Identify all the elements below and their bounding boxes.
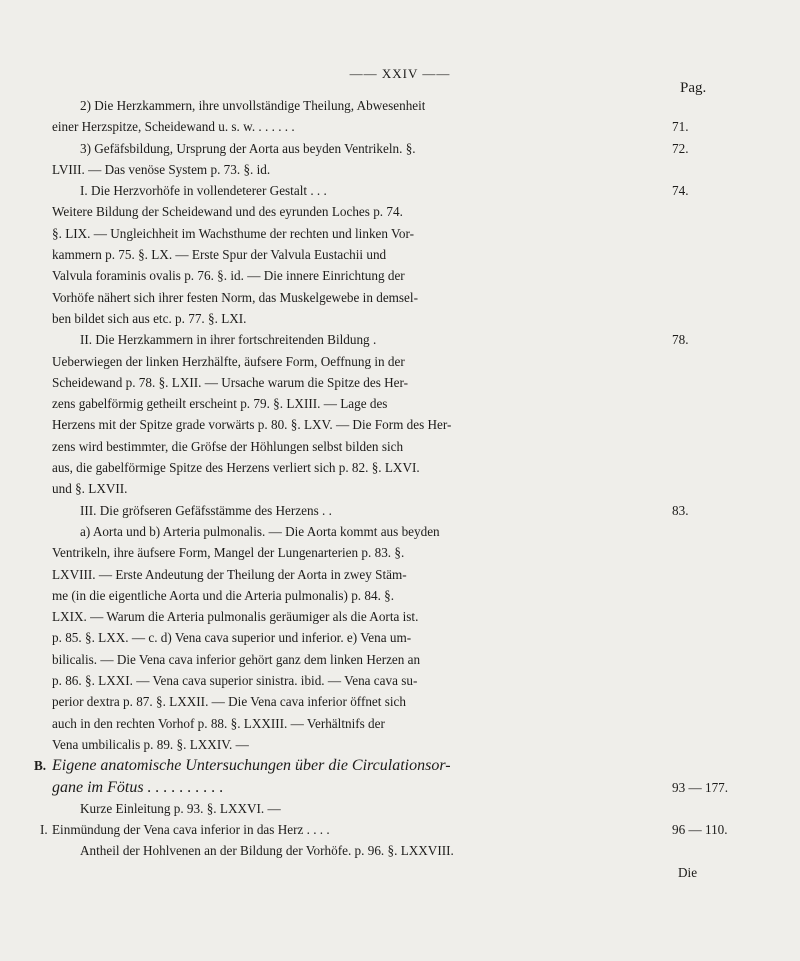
toc-line-text: III. Die gröfseren Gefäfsstämme des Herzens . . — [80, 502, 332, 518]
toc-line-text: Weitere Bildung der Scheidewand und des eyrunden Loches p. 74. — [52, 204, 403, 220]
toc-line-text: und §. LXVII. — [52, 481, 128, 497]
toc-line — [52, 95, 772, 116]
toc-line — [52, 542, 772, 563]
toc-line — [52, 627, 772, 648]
toc-line-text: einer Herzspitze, Scheidewand u. s. w. . . . . . . — [52, 119, 295, 135]
toc-line-text: aus, die gabelförmige Spitze des Herzens verliert sich p. 82. §. LXVI. — [52, 460, 420, 476]
toc-line-text: Ueberwiegen der linken Herzhälfte, äufsere Form, Oeffnung in der — [52, 353, 405, 369]
section-b-heading-2: gane im Fötus . . . . . . . . . . — [52, 778, 224, 796]
toc-line-text: §. LIX. — Ungleichheit im Wachsthume der rechten und linken Vor- — [52, 225, 414, 241]
toc-line — [52, 308, 772, 329]
toc-line-text: 2) Die Herzkammern, ihre unvollständige Theilung, Abwesenheit — [80, 98, 426, 113]
toc-line-text: Herzens mit der Spitze grade vorwärts p. 80. §. LXV. — Die Form des Her- — [52, 417, 452, 433]
toc-line — [52, 670, 772, 691]
toc-line-text: bilicalis. — Die Vena cava inferior gehört ganz dem linken Herzen an — [52, 651, 421, 667]
toc-line — [52, 585, 772, 606]
toc-line-text: Vorhöfe nähert sich ihrer festen Norm, das Muskelgewebe in demsel- — [52, 289, 418, 305]
toc-line-text: Scheidewand p. 78. §. LXII. — Ursache warum die Spitze des Her- — [52, 374, 409, 390]
toc-line-text: LVIII. — Das venöse System p. 73. §. id. — [52, 161, 271, 177]
toc-line — [52, 287, 772, 308]
toc-line — [52, 329, 772, 350]
toc-line — [52, 116, 772, 137]
toc-line-text: LXIX. — Warum die Arteria pulmonalis geräumiger als die Aorta ist. — [52, 609, 419, 625]
toc-page-number: 78. — [672, 332, 689, 348]
toc-line-text: II. Die Herzkammern in ihrer fortschreitenden Bildung . — [80, 332, 377, 348]
catchword-line — [52, 862, 772, 884]
toc-page-number: 71. — [672, 119, 689, 135]
toc-line-text: p. 86. §. LXXI. — Vena cava superior sinistra. ibid. — Vena cava su- — [52, 673, 418, 689]
toc-line — [52, 521, 772, 542]
toc-line-text: Valvula foraminis ovalis p. 76. §. id. — Die innere Einrichtung der — [52, 268, 405, 284]
toc-line-text: 3) Gefäfsbildung, Ursprung der Aorta aus beyden Ventrikeln. §. — [80, 140, 416, 156]
toc-line — [52, 372, 772, 393]
toc-line — [52, 201, 772, 222]
toc-line — [52, 734, 772, 755]
toc-line — [52, 414, 772, 435]
toc-lines — [52, 95, 772, 755]
section-b-heading-line1 — [34, 755, 772, 776]
toc-line-text: Vena umbilicalis p. 89. §. LXXIV. — — [52, 736, 249, 752]
toc-line — [52, 223, 772, 244]
toc-line — [52, 691, 772, 712]
toc-line-text: Ventrikeln, ihre äufsere Form, Mangel der Lungenarterien p. 83. §. — [52, 545, 405, 561]
catchword: Die — [678, 864, 698, 880]
section-b-item-1 — [40, 819, 772, 840]
toc-line — [52, 159, 772, 180]
toc-line-text: a) Aorta und b) Arteria pulmonalis. — Die Aorta kommt aus beyden — [80, 523, 440, 539]
item-1-page-range: 96 — 110. — [672, 822, 728, 838]
section-b-heading-line2 — [52, 777, 772, 798]
toc-line — [52, 564, 772, 585]
section-b-mark: B. — [34, 758, 47, 774]
section-b-intro: Kurze Einleitung p. 93. §. LXXVI. — — [80, 800, 281, 816]
toc-line — [52, 265, 772, 286]
toc-page-number: 72. — [672, 140, 689, 156]
section-b-intro-line — [52, 798, 772, 819]
toc-line — [52, 478, 772, 499]
toc-line — [52, 244, 772, 265]
item-1-detail: Antheil der Hohlvenen an der Bildung der Vorhöfe. p. 96. §. LXXVIII. — [80, 843, 454, 859]
toc-line — [52, 713, 772, 734]
toc-line — [52, 351, 772, 372]
item-1-title: Einmündung der Vena cava inferior in das Herz . . . . — [52, 822, 330, 838]
toc-page-number: 74. — [672, 183, 689, 199]
toc-line — [52, 500, 772, 521]
toc-line — [52, 436, 772, 457]
toc-line-text: zens gabelförmig getheilt erscheint p. 79. §. LXIII. — Lage des — [52, 396, 388, 412]
page-header: —— XXIV —— — [349, 66, 451, 81]
toc-line-text: perior dextra p. 87. §. LXXII. — Die Vena cava inferior öffnet sich — [52, 694, 406, 710]
toc-body — [34, 95, 772, 884]
toc-line-text: kammern p. 75. §. LX. — Erste Spur der Valvula Eustachii und — [52, 247, 387, 263]
toc-line-text: LXVIII. — Erste Andeutung der Theilung der Aorta in zwey Stäm- — [52, 566, 407, 582]
item-1-mark: I. — [40, 822, 48, 838]
toc-line-text: I. Die Herzvorhöfe in vollendeterer Gestalt . . . — [80, 183, 327, 199]
toc-line — [52, 393, 772, 414]
toc-line — [52, 606, 772, 627]
toc-line — [52, 138, 772, 159]
pag-column-label: Pag. — [680, 80, 707, 96]
section-b-heading-1: Eigene anatomische Untersuchungen über die Circulationsor- — [52, 757, 451, 775]
toc-line-text: auch in den rechten Vorhof p. 88. §. LXXIII. — Verhältnifs der — [52, 715, 385, 731]
toc-line-text: me (in die eigentliche Aorta und die Arteria pulmonalis) p. 84. §. — [52, 587, 395, 603]
toc-line — [52, 457, 772, 478]
toc-page-number: 83. — [672, 502, 689, 518]
toc-line — [52, 649, 772, 670]
toc-line-text: zens wird bestimmter, die Gröfse der Höhlungen selbst bilden sich — [52, 438, 404, 454]
section-b-item-1-detail — [52, 840, 772, 861]
toc-line-text: ben bildet sich aus etc. p. 77. §. LXI. — [52, 310, 247, 326]
section-b-page-range: 93 — 177. — [672, 779, 729, 795]
toc-line — [52, 180, 772, 201]
toc-line-text: p. 85. §. LXX. — c. d) Vena cava superior und inferior. e) Vena um- — [52, 630, 412, 646]
